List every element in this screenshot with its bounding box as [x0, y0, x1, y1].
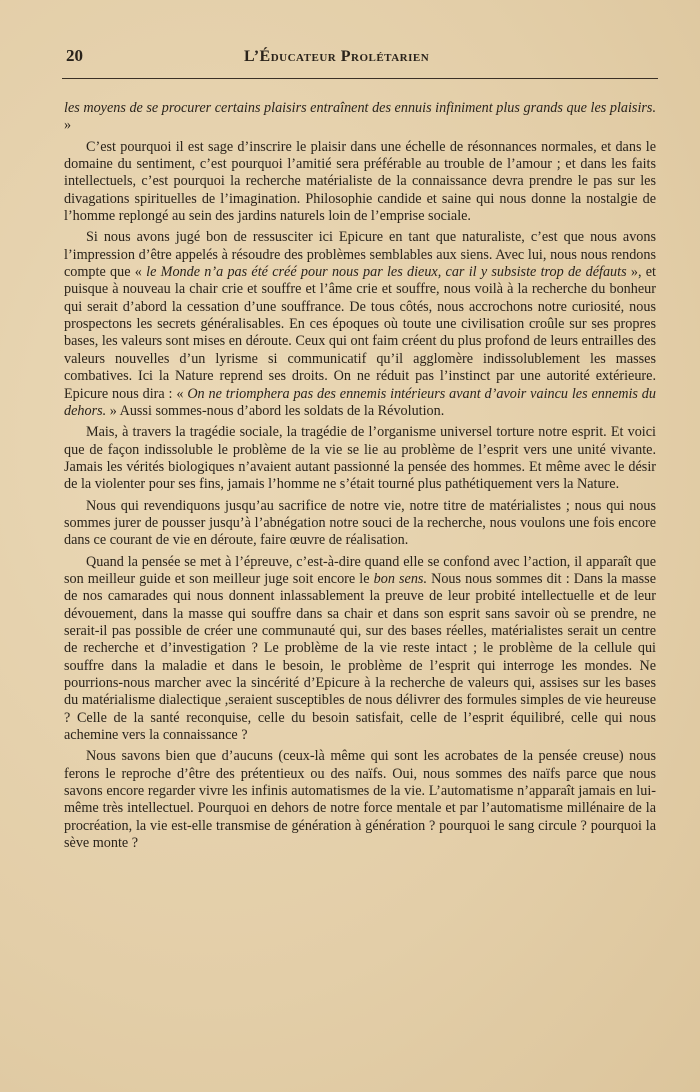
text-segment: Quand la pensée se met à l’épreuve, c’est-à-dire quand elle se confond avec l’action, il apparaît que son meilleur guide et son meilleur juge soit encore le [64, 553, 656, 587]
text-segment: » [64, 117, 72, 134]
paragraph [64, 100, 656, 135]
paragraph [64, 424, 656, 493]
page-header [62, 44, 658, 79]
paragraph [64, 554, 656, 745]
text-segment: Nous savons bien que d’aucuns (ceux-là même qui sont les acrobates de la pensée creuse) nous ferons le reproche d’être des prétentieux ou des naïfs. Oui, nous sommes des naïfs parce que nous savons encore regarder vivre les infinis automatismes de la vie. L’automatisme n’apparaît jamais en lui-même très intellectuel. Pourquoi en dehors de notre force mentale et par l’automatisme millénaire de la procréation, la vie est-elle transmise de génération à génération ? pourquoi le sang circule ? pourquoi la sève monte ? [64, 748, 656, 852]
page-number: 20 [66, 46, 83, 65]
text-segment: Nous nous sommes dit : Dans la masse de nos camarades qui nous donnent inlassablement la preuve de leur probité intellectuelle et de leur dévouement, dans la masse qui souffre dans sa chair et dans son esprit sans savoir où se prendre, ne serait-il pas possible de créer une communauté qui, sur des bases réelles, matérialistes serait un centre de recherche et d’investigation ? Le problème de la vie reste intact ; le problème de la cellule qui souffre dans la maladie et dans le besoin, le problème de l’esprit qui interroge les mondes. Ne pourrions-nous marcher avec la sincérité d’Epicure à la recherche de valeurs qui, assises sur les bases du matérialisme dialectique ,seraient susceptibles de nous délivrer des formules simples de vie heureuse ? Celle de la santé reconquise, celle du besoin satisfait, celle de l’esprit équilibré, celle qui nous achemine vers la connaissance ? [64, 570, 656, 744]
text-segment: » Aussi sommes-nous d’abord les soldats de la Révolution. [106, 402, 445, 419]
text-segment: Si nous avons jugé bon de ressusciter ici Epicure en tant que naturaliste, c’est que nous avons l’impression d’être appelés à résoudre des problèmes semblables aux siens. Avec lui, nous nous rendons compte que « [64, 229, 656, 281]
paragraph [64, 498, 656, 550]
italic-quote: On ne triomphera pas des ennemis intérieurs avant d’avoir vaincu les ennemis du dehors. [64, 385, 656, 419]
article-body [64, 100, 656, 856]
italic-quote: le Monde n’a pas été créé pour nous par les dieux, car il y subsiste trop de défauts [146, 264, 627, 281]
italic-quote: bon sens. [373, 570, 427, 587]
text-segment: », et puisque à nouveau la chair crie et souffre et l’âme crie et souffre, nous voilà à la recherche du bonheur qui serait d’abord la cessation d’une souffrance. De tous côtés, nous accrochons notre curiosité, nous prospectons les secrets généralisables. En ces époques où toute une civilisation croûle sur ses propres bases, les valeurs sont mises en déroute. Ceux qui ont faim créent du plus profond de leurs entrailles des valeurs nouvelles d’un lyrisme si communicatif qu’il agglomère indissolublement les masses combatives. Ici la Nature reprend ses droits. On ne réduit pas l’instinct par une autorité extérieure. Epicure nous dira : « [64, 264, 656, 402]
text-segment: Nous qui revendiquons jusqu’au sacrifice de notre vie, notre titre de matérialistes ; nous qui nous sommes jurer de pousser jusqu’à l’abnégation notre souci de la recherche, nous voulons une fois encore dans ce courant de vie en déroute, faire œuvre de réalisation. [64, 497, 656, 549]
paragraph [64, 139, 656, 226]
italic-quote: les moyens de se procurer certains plaisirs entraînent des ennuis infiniment plus grands que les plaisirs. [64, 100, 656, 116]
running-title: L’Éducateur Prolétarien [244, 48, 430, 65]
paragraph [64, 229, 656, 420]
paragraph [64, 748, 656, 852]
text-segment: C’est pourquoi il est sage d’inscrire le plaisir dans une échelle de résonnances normales, et dans le domaine du sentiment, c’est pourquoi l’amitié sera préférable au trouble de l’amour ; et dans les faits intellectuels, c’est pourquoi la recherche matérialiste de la connaissance devra prendre le pas sur les divagations spirituelles de l’imagination. Philosophie candide et saine qui nous donne la nostalgie de l’homme replongé au sein des jardins naturels loin de l’emprise sociale. [64, 138, 656, 225]
text-segment: Mais, à travers la tragédie sociale, la tragédie de l’organisme universel torture notre esprit. Et voici que de façon indissoluble le problème de la vie se lie au problème de l’esprit vers une unité vivante. Jamais les vérités biologiques n’avaient autant passionné la pensée des hommes. Et même avec le désir de la violenter pour ses fins, jamais l’homme ne s’était tourné plus pathétiquement vers la Nature. [64, 424, 656, 493]
